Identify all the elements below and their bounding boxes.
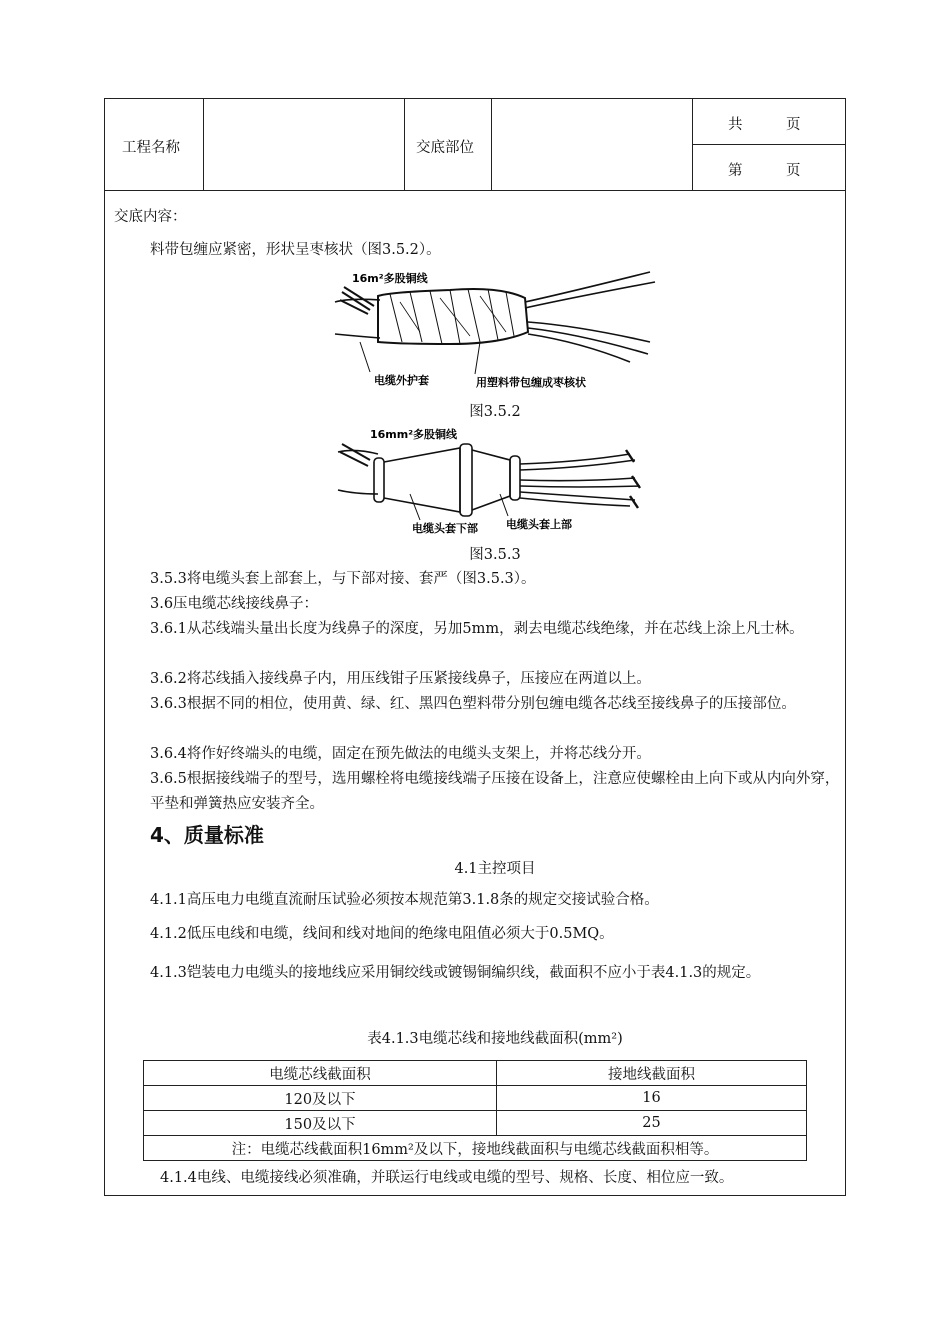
fig2-label-upper: 电缆头套上部 <box>506 518 572 531</box>
fig2-label-copper: 16mm²多股铜线 <box>370 428 458 441</box>
table-row <box>144 1086 807 1111</box>
intro-paragraph: 料带包缠应紧密，形状呈枣核状（图3.5.2）。 <box>150 242 441 258</box>
total-pages: 共 页 <box>728 117 801 133</box>
step-3-6-3: 3.6.3根据不同的相位，使用黄、绿、红、黑四色塑料带分别包缠电缆各芯线至接线鼻子的压接部位。 <box>150 696 796 712</box>
fig2-caption: 图3.5.3 <box>469 547 521 563</box>
step-3-6-4: 3.6.4将作好终端头的电缆，固定在预先做法的电缆头支架上，并将芯线分开。 <box>150 746 651 762</box>
project-name-label: 工程名称 <box>122 140 180 156</box>
table-cell: 150及以下 <box>144 1111 497 1136</box>
location-label: 交底部位 <box>416 140 474 156</box>
step-3-6: 3.6压电缆芯线接线鼻子： <box>150 596 319 612</box>
header-col-divider <box>491 98 492 190</box>
page-count-divider <box>692 144 846 145</box>
table-note-row <box>144 1136 807 1161</box>
fig1-label-wrap: 用塑料带包缠成枣核状 <box>476 376 586 389</box>
figure-3-5-2 <box>330 262 660 392</box>
item-4-1-2: 4.1.2低压电线和电缆，线间和线对地间的绝缘电阻值必须大于0.5MQ。 <box>150 926 614 942</box>
page-number: 第 页 <box>728 163 801 179</box>
table-cell: 25 <box>497 1111 807 1136</box>
table-title: 表4.1.3电缆芯线和接地线截面积(mm²) <box>367 1031 623 1047</box>
step-3-6-5: 3.6.5根据接线端子的型号，选用螺栓将电缆接线端子压接在设备上，注意应使螺栓由上向下或从内向外穿，平垫和弹簧热应安装齐全。 <box>150 771 840 812</box>
table-note: 注：电缆芯线截面积16mm²及以下，接地线截面积与电缆芯线截面积相等。 <box>144 1136 807 1161</box>
table-header-row <box>144 1061 807 1086</box>
table-row <box>144 1111 807 1136</box>
table-header-cell: 电缆芯线截面积 <box>144 1061 497 1086</box>
item-4-1-4: 4.1.4电线、电缆接线必须准确，并联运行电线或电缆的型号、规格、长度、相位应一致。 <box>160 1170 734 1186</box>
figure-3-5-3 <box>330 424 660 542</box>
fig1-caption: 图3.5.2 <box>469 404 521 420</box>
content-label: 交底内容： <box>114 209 187 225</box>
table-cell: 120及以下 <box>144 1086 497 1111</box>
section-4-title: 4、质量标准 <box>150 823 264 847</box>
section-4-1-subtitle: 4.1主控项目 <box>454 861 536 877</box>
section-table <box>143 1060 807 1161</box>
step-3-6-2: 3.6.2将芯线插入接线鼻子内，用压线钳子压紧接线鼻子，压接应在两道以上。 <box>150 671 651 687</box>
table-header-cell: 接地线截面积 <box>497 1061 807 1086</box>
item-4-1-1: 4.1.1高压电力电缆直流耐压试验必须按本规范第3.1.8条的规定交接试验合格。 <box>150 892 659 908</box>
step-3-6-1: 3.6.1从芯线端头量出长度为线鼻子的深度，另加5mm，剥去电缆芯线绝缘，并在芯线上涂上凡士林。 <box>150 621 804 637</box>
header-col-divider <box>203 98 204 190</box>
fig1-label-copper: 16m²多股铜线 <box>352 272 428 285</box>
item-4-1-3: 4.1.3铠装电力电缆头的接地线应采用铜绞线或镀锡铜编织线，截面积不应小于表4.1.3的规定。 <box>150 965 761 981</box>
table-cell: 16 <box>497 1086 807 1111</box>
header-col-divider <box>404 98 405 190</box>
step-3-5-3: 3.5.3将电缆头套上部套上，与下部对接、套严（图3.5.3）。 <box>150 571 536 587</box>
fig1-label-sheath: 电缆外护套 <box>374 374 429 387</box>
header-divider <box>104 190 846 191</box>
fig2-label-lower: 电缆头套下部 <box>412 522 478 535</box>
